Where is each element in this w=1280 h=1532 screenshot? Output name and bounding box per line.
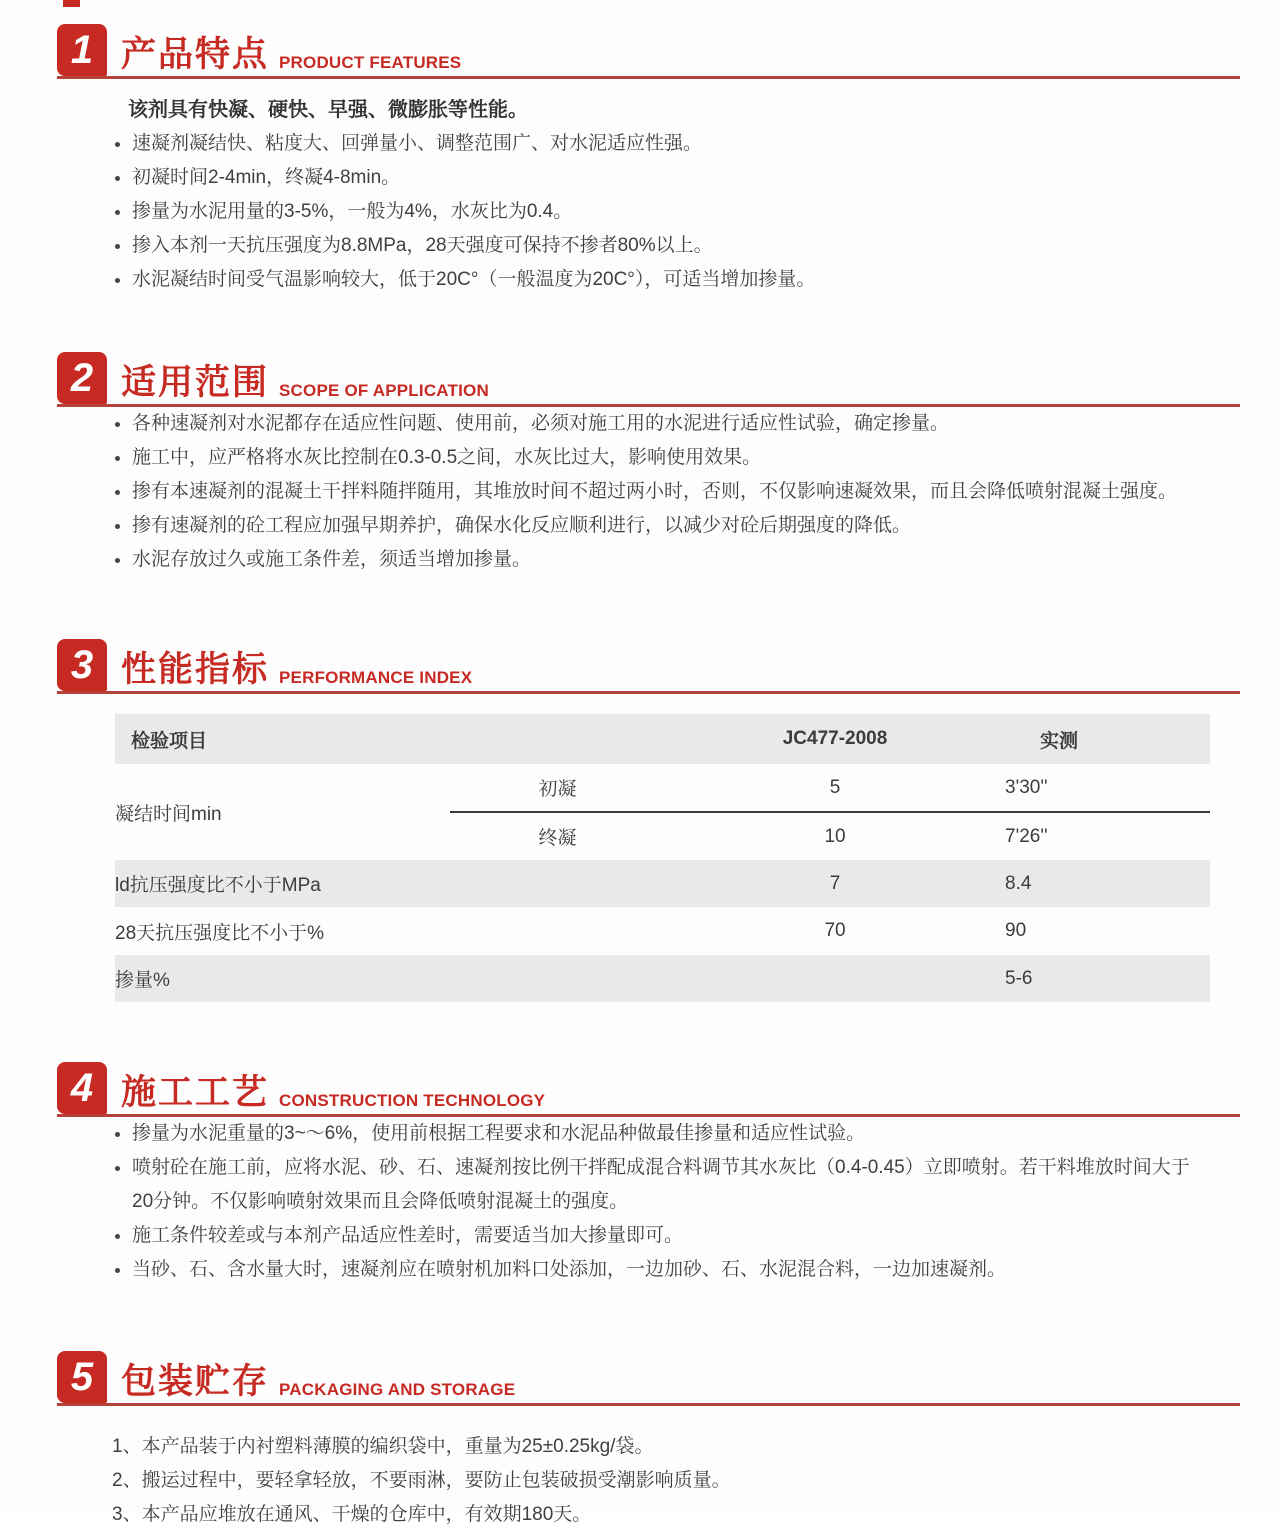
list-item: 1、本产品装于内衬塑料薄膜的编织袋中，重量为25±0.25kg/袋。 (112, 1436, 654, 1457)
cell-measured-value: 3'30'' (1005, 764, 1210, 812)
bullet-text: 速凝剂凝结快、粘度大、回弹量小、调整范围广、对水泥适应性强。 (132, 133, 703, 154)
bullet-text: 喷射砼在施工前，应将水泥、砂、石、速凝剂按比例干拌配成混合料调节其水灰比（0.4-0.45）立即喷射。若干料堆放时间大于20分钟。不仅影响喷射效果而且会降低喷射混凝土的强度。 (132, 1157, 1190, 1212)
section-title: 性能指标 (121, 650, 270, 689)
section-number: 5 (70, 1354, 94, 1399)
section-titles (121, 37, 461, 76)
bullet-text: 掺入本剂一天抗压强度为8.8MPa，28天强度可保持不掺者80%以上。 (132, 235, 713, 256)
bullet-dot-icon (115, 210, 120, 215)
cell-standard-value: 70 (824, 920, 846, 941)
list-item (115, 407, 1210, 441)
bullet-text: 施工中，应严格将水灰比控制在0.3-0.5之间，水灰比过大，影响使用效果。 (132, 447, 762, 468)
section-title: 产品特点 (121, 35, 270, 74)
bullet-dot-icon (115, 558, 120, 563)
section-number: 4 (70, 1065, 94, 1110)
section-number: 3 (70, 642, 94, 687)
bullet-text: 施工条件较差或与本剂产品适应性差时，需要适当加大掺量即可。 (132, 1225, 684, 1246)
section-intro: 该剂具有快凝、硬快、早强、微膨胀等性能。 (128, 99, 528, 121)
list-item: 3、本产品应堆放在通风、干燥的仓库中，有效期180天。 (112, 1504, 592, 1525)
bullet-list (0, 127, 1280, 297)
table-row (115, 955, 1210, 1002)
bullet-dot-icon (115, 1166, 120, 1171)
section-title: 施工工艺 (121, 1073, 270, 1112)
section-number-badge (57, 639, 107, 691)
section-header (57, 352, 1240, 407)
cell-measured-value: 90 (1005, 920, 1027, 941)
section-number-badge (57, 24, 107, 76)
bullet-dot-icon (115, 142, 120, 147)
list-item (115, 161, 1210, 195)
cell-standard-value (665, 955, 1005, 1002)
bullet-text: 水泥存放过久或施工条件差，须适当增加掺量。 (132, 549, 532, 570)
bullet-text: 掺量为水泥用量的3-5%，一般为4%，水灰比为0.4。 (132, 201, 573, 222)
section-titles (121, 1075, 545, 1114)
list-item (115, 543, 1210, 577)
section-header (57, 1351, 1240, 1406)
bullet-dot-icon (115, 1268, 120, 1273)
column-header-measured: 实测 (1040, 730, 1079, 752)
section-titles (121, 1364, 515, 1403)
list-item (115, 1253, 1210, 1287)
cell-standard-value: 5 (665, 764, 1005, 812)
bullet-text: 各种速凝剂对水泥都存在适应性问题、使用前，必须对施工用的水泥进行适应性试验，确定掺量。 (132, 413, 950, 434)
section-subtitle: CONSTRUCTION TECHNOLOGY (279, 1091, 546, 1110)
list-item (115, 441, 1210, 475)
bullet-dot-icon (115, 456, 120, 461)
column-header-item: 检验项目 (131, 730, 208, 752)
bullet-dot-icon (115, 524, 120, 529)
bullet-text: 当砂、石、含水量大时，速凝剂应在喷射机加料口处添加，一边加砂、石、水泥混合料，一边加速凝剂。 (132, 1259, 1007, 1280)
list-item (115, 1219, 1210, 1253)
section-performance-index (0, 639, 1280, 1002)
bullet-list (0, 407, 1280, 577)
section-number: 2 (70, 355, 94, 400)
cell-item-label: ld抗压强度比不小于MPa (115, 875, 321, 896)
bullet-text: 掺有本速凝剂的混凝土干拌料随拌随用，其堆放时间不超过两小时，否则，不仅影响速凝效果，而且会降低喷射混凝土强度。 (132, 481, 1178, 502)
section-number: 1 (70, 27, 94, 72)
table-row (115, 907, 1210, 955)
section-header (57, 639, 1240, 694)
section-titles (121, 365, 489, 404)
column-header-standard: JC477-2008 (782, 728, 888, 749)
section-title: 包装贮存 (121, 1362, 270, 1401)
cell-sub-label: 初凝 (450, 764, 665, 812)
bullet-text: 掺量为水泥重量的3~～6%，使用前根据工程要求和水泥品种做最佳掺量和适应性试验。 (132, 1123, 866, 1144)
list-item (115, 1151, 1210, 1219)
cell-measured-value: 7'26'' (1005, 825, 1048, 847)
section-number-badge (57, 352, 107, 404)
section-titles (121, 652, 472, 691)
section-packaging-and-storage (0, 1351, 1280, 1532)
list-item (115, 475, 1210, 509)
section-construction-technology (0, 1062, 1280, 1287)
list-item (115, 1117, 1210, 1151)
bullet-dot-icon (115, 1234, 120, 1239)
section-subtitle: SCOPE OF APPLICATION (279, 381, 489, 400)
bullet-dot-icon (115, 1132, 120, 1137)
section-header (57, 24, 1240, 79)
bullet-text: 掺有速凝剂的砼工程应加强早期养护，确保水化反应顺利进行，以减少对砼后期强度的降低。 (132, 515, 912, 536)
bullet-list (0, 1117, 1280, 1287)
table-header-row (115, 714, 1210, 764)
bullet-dot-icon (115, 244, 120, 249)
table-row (115, 860, 1210, 907)
section-title: 适用范围 (121, 363, 270, 402)
list-item (115, 509, 1210, 543)
list-item (115, 195, 1210, 229)
bullet-text: 初凝时间2-4min，终凝4-8min。 (132, 167, 401, 188)
section-number-badge (57, 1351, 107, 1403)
numbered-item-list (112, 1430, 1210, 1532)
bullet-dot-icon (115, 176, 120, 181)
section-subtitle: PERFORMANCE INDEX (279, 668, 473, 687)
cell-standard-value: 7 (829, 872, 841, 894)
list-item (115, 229, 1210, 263)
section-subtitle: PRODUCT FEATURES (279, 53, 462, 72)
bullet-dot-icon (115, 278, 120, 283)
cell-standard-value: 10 (824, 825, 846, 847)
list-item (115, 127, 1210, 161)
list-item: 2、搬运过程中，要轻拿轻放，不要雨淋，要防止包装破损受潮影响质量。 (112, 1470, 731, 1491)
performance-table (115, 714, 1210, 1002)
section-number-badge (57, 1062, 107, 1114)
cell-sub-label: 终凝 (538, 828, 577, 849)
cell-item-label: 28天抗压强度比不小于% (115, 922, 325, 944)
table-row (115, 764, 1210, 812)
cell-item-label: 掺量% (115, 970, 170, 991)
cell-measured-value: 8.4 (1005, 872, 1032, 894)
list-item (115, 263, 1210, 297)
row-group-label: 凝结时间min (115, 803, 222, 825)
bullet-text: 水泥凝结时间受气温影响较大，低于20C°（一般温度为20C°），可适当增加掺量。 (132, 269, 816, 290)
bullet-dot-icon (115, 490, 120, 495)
section-scope-of-application (0, 352, 1280, 577)
section-subtitle: PACKAGING AND STORAGE (279, 1380, 516, 1399)
bullet-dot-icon (115, 422, 120, 427)
cell-measured-value: 5-6 (1005, 967, 1033, 989)
section-header (57, 1062, 1240, 1117)
section-product-features (0, 0, 1280, 297)
